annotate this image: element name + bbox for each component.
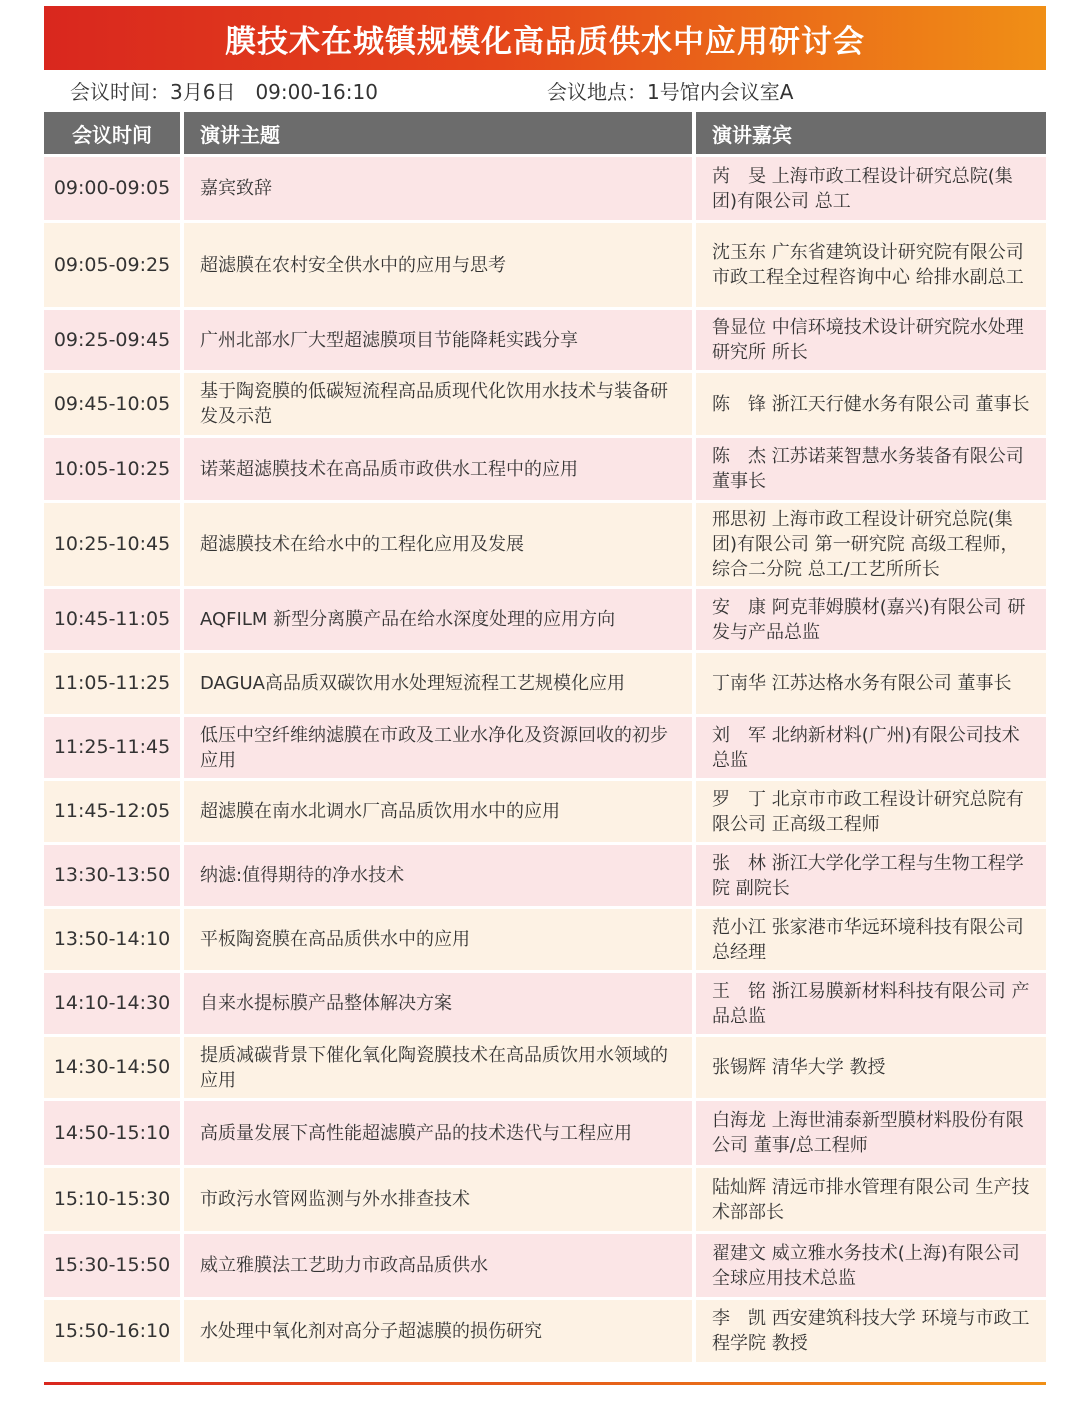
table-row bbox=[44, 154, 1046, 220]
bottom-divider bbox=[44, 1382, 1046, 1385]
speaker-cell: 丁南华 江苏达格水务有限公司 董事长 bbox=[696, 650, 1046, 714]
speaker-cell: 陈 杰 江苏诺莱智慧水务装备有限公司 董事长 bbox=[696, 435, 1046, 500]
table-row bbox=[44, 370, 1046, 435]
table-header-row bbox=[44, 112, 1046, 154]
topic-cell: DAGUA高品质双碳饮用水处理短流程工艺规模化应用 bbox=[184, 650, 696, 714]
topic-cell: 嘉宾致辞 bbox=[184, 154, 696, 220]
time-cell: 15:50-16:10 bbox=[44, 1297, 184, 1362]
time-cell: 15:30-15:50 bbox=[44, 1231, 184, 1297]
time-cell: 09:00-09:05 bbox=[44, 154, 184, 220]
topic-cell: 诺莱超滤膜技术在高品质市政供水工程中的应用 bbox=[184, 435, 696, 500]
time-cell: 10:45-11:05 bbox=[44, 586, 184, 650]
speaker-cell: 张 林 浙江大学化学工程与生物工程学院 副院长 bbox=[696, 842, 1046, 906]
speaker-cell: 李 凯 西安建筑科技大学 环境与市政工程学院 教授 bbox=[696, 1297, 1046, 1362]
time-cell: 13:30-13:50 bbox=[44, 842, 184, 906]
speaker-cell: 鲁显位 中信环境技术设计研究院水处理研究所 所长 bbox=[696, 307, 1046, 370]
table-row bbox=[44, 1231, 1046, 1297]
speaker-cell: 安 康 阿克菲姆膜材(嘉兴)有限公司 研发与产品总监 bbox=[696, 586, 1046, 650]
meeting-place: 会议地点：1号馆内会议室A bbox=[547, 80, 794, 104]
topic-cell: 超滤膜技术在给水中的工程化应用及发展 bbox=[184, 500, 696, 586]
time-cell: 11:25-11:45 bbox=[44, 714, 184, 778]
topic-cell: 超滤膜在农村安全供水中的应用与思考 bbox=[184, 220, 696, 307]
table-row bbox=[44, 1165, 1046, 1231]
time-cell: 09:25-09:45 bbox=[44, 307, 184, 370]
meeting-time: 会议时间：3月6日 09:00-16:10 bbox=[70, 80, 378, 104]
topic-cell: 纳滤:值得期待的净水技术 bbox=[184, 842, 696, 906]
table-row bbox=[44, 970, 1046, 1034]
speaker-cell: 白海龙 上海世浦泰新型膜材料股份有限公司 董事/总工程师 bbox=[696, 1098, 1046, 1165]
table-row bbox=[44, 650, 1046, 714]
speaker-cell: 芮 旻 上海市政工程设计研究总院(集团)有限公司 总工 bbox=[696, 154, 1046, 220]
table-row bbox=[44, 714, 1046, 778]
time-cell: 14:10-14:30 bbox=[44, 970, 184, 1034]
schedule-body bbox=[44, 154, 1046, 1362]
topic-cell: 提质减碳背景下催化氧化陶瓷膜技术在高品质饮用水领域的应用 bbox=[184, 1034, 696, 1098]
speaker-cell: 刘 军 北纳新材料(广州)有限公司技术总监 bbox=[696, 714, 1046, 778]
topic-cell: 基于陶瓷膜的低碳短流程高品质现代化饮用水技术与装备研发及示范 bbox=[184, 370, 696, 435]
speaker-cell: 张锡辉 清华大学 教授 bbox=[696, 1034, 1046, 1098]
topic-cell: 高质量发展下高性能超滤膜产品的技术迭代与工程应用 bbox=[184, 1098, 696, 1165]
table-row bbox=[44, 307, 1046, 370]
topic-cell: 低压中空纤维纳滤膜在市政及工业水净化及资源回收的初步应用 bbox=[184, 714, 696, 778]
speaker-cell: 邢思初 上海市政工程设计研究总院(集团)有限公司 第一研究院 高级工程师，综合二分院 总工/工艺所所长 bbox=[696, 500, 1046, 586]
speaker-cell: 陈 锋 浙江天行健水务有限公司 董事长 bbox=[696, 370, 1046, 435]
table-row bbox=[44, 1034, 1046, 1098]
topic-cell: 平板陶瓷膜在高品质供水中的应用 bbox=[184, 906, 696, 970]
table-row bbox=[44, 1297, 1046, 1362]
time-cell: 15:10-15:30 bbox=[44, 1165, 184, 1231]
table-row bbox=[44, 586, 1046, 650]
time-cell: 09:05-09:25 bbox=[44, 220, 184, 307]
time-cell: 14:30-14:50 bbox=[44, 1034, 184, 1098]
speaker-cell: 沈玉东 广东省建筑设计研究院有限公司市政工程全过程咨询中心 给排水副总工 bbox=[696, 220, 1046, 307]
table-row bbox=[44, 1098, 1046, 1165]
table-row bbox=[44, 778, 1046, 842]
table-row bbox=[44, 220, 1046, 307]
topic-cell: 自来水提标膜产品整体解决方案 bbox=[184, 970, 696, 1034]
time-cell: 13:50-14:10 bbox=[44, 906, 184, 970]
header-time: 会议时间 bbox=[44, 112, 184, 154]
speaker-cell: 罗 丁 北京市市政工程设计研究总院有限公司 正高级工程师 bbox=[696, 778, 1046, 842]
speaker-cell: 范小江 张家港市华远环境科技有限公司 总经理 bbox=[696, 906, 1046, 970]
time-cell: 14:50-15:10 bbox=[44, 1098, 184, 1165]
table-row bbox=[44, 842, 1046, 906]
table-row bbox=[44, 500, 1046, 586]
topic-cell: 广州北部水厂大型超滤膜项目节能降耗实践分享 bbox=[184, 307, 696, 370]
time-cell: 10:05-10:25 bbox=[44, 435, 184, 500]
table-row bbox=[44, 435, 1046, 500]
time-cell: 11:05-11:25 bbox=[44, 650, 184, 714]
title-banner bbox=[44, 6, 1046, 70]
header-topic: 演讲主题 bbox=[184, 112, 696, 154]
header-speaker: 演讲嘉宾 bbox=[696, 112, 1046, 154]
topic-cell: 超滤膜在南水北调水厂高品质饮用水中的应用 bbox=[184, 778, 696, 842]
topic-cell: 威立雅膜法工艺助力市政高品质供水 bbox=[184, 1231, 696, 1297]
topic-cell: 市政污水管网监测与外水排查技术 bbox=[184, 1165, 696, 1231]
schedule-table bbox=[44, 112, 1046, 1362]
speaker-cell: 陆灿辉 清远市排水管理有限公司 生产技术部部长 bbox=[696, 1165, 1046, 1231]
topic-cell: 水处理中氧化剂对高分子超滤膜的损伤研究 bbox=[184, 1297, 696, 1362]
speaker-cell: 王 铭 浙江易膜新材料科技有限公司 产品总监 bbox=[696, 970, 1046, 1034]
time-cell: 10:25-10:45 bbox=[44, 500, 184, 586]
table-row bbox=[44, 906, 1046, 970]
time-cell: 11:45-12:05 bbox=[44, 778, 184, 842]
time-cell: 09:45-10:05 bbox=[44, 370, 184, 435]
topic-cell: AQFILM 新型分离膜产品在给水深度处理的应用方向 bbox=[184, 586, 696, 650]
speaker-cell: 翟建文 威立雅水务技术(上海)有限公司 全球应用技术总监 bbox=[696, 1231, 1046, 1297]
page-title: 膜技术在城镇规模化高品质供水中应用研讨会 bbox=[225, 23, 865, 60]
